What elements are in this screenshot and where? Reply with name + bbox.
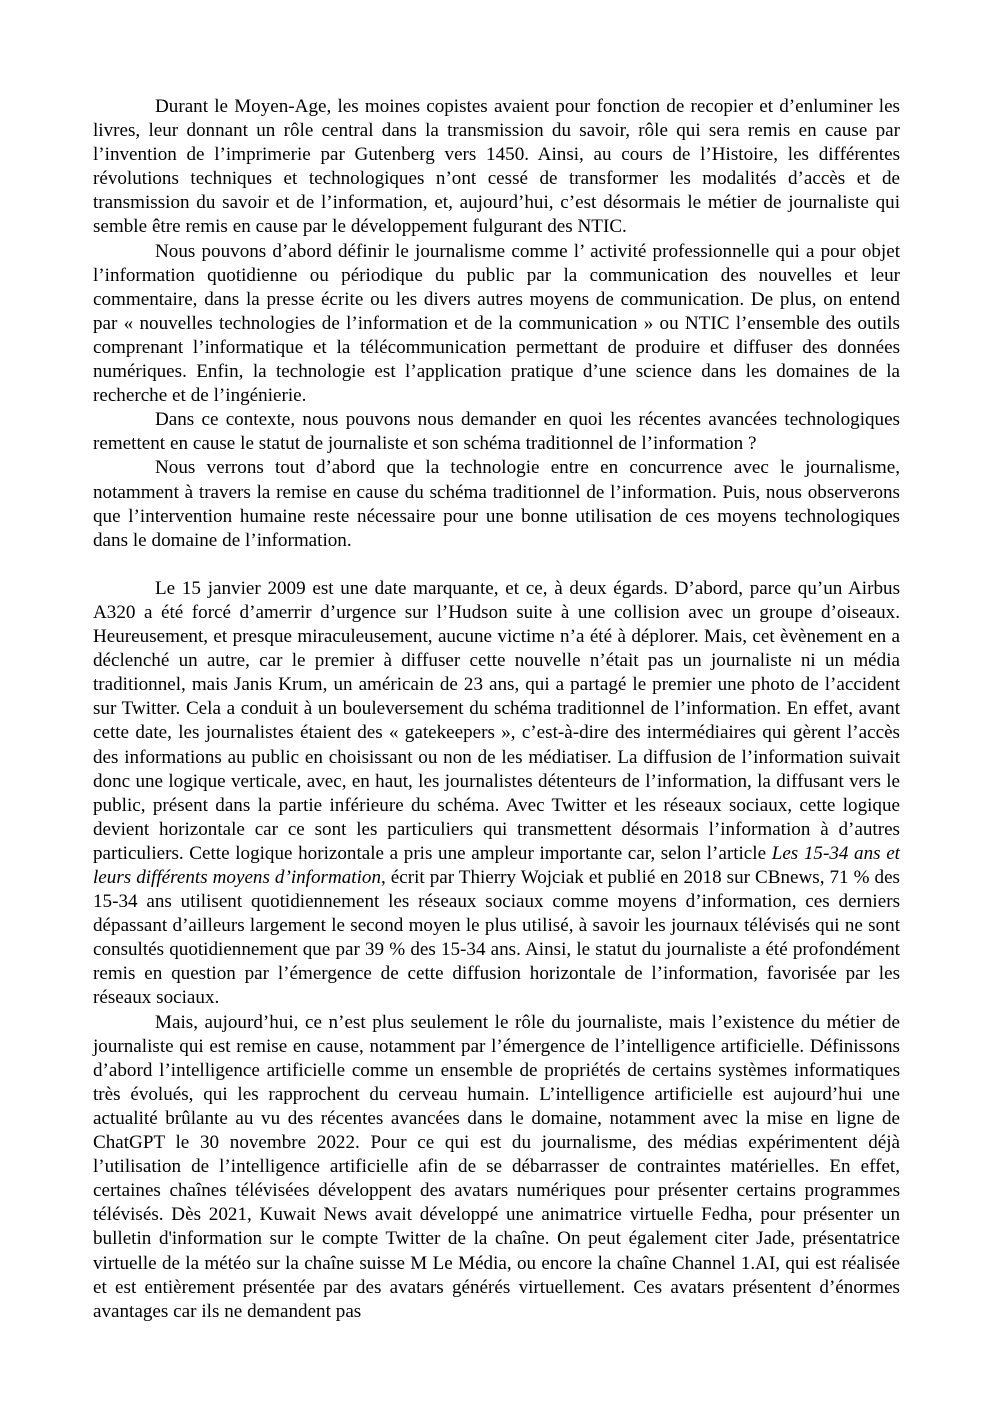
paragraph-5 [93,577,900,1011]
paragraph-4: Nous verrons tout d’abord que la technologie entre en concurrence avec le journalisme, notamment à travers la remise en cause du schéma traditionnel de l’information. Puis, nous observerons que l’intervention humaine reste nécessaire pour une bonne utilisation de ces moyens technologiques dans le domaine de l’information. [93,457,900,551]
paragraph-2: Nous pouvons d’abord définir le journalisme comme l’ activité professionnelle qui a pour objet l’information quotidienne ou périodique du public par la communication des nouvelles et leur commentaire, dans la presse écrite ou les divers autres moyens de communication. De plus, on entend par « nouvelles technologies de l’information et de la communication » ou NTIC l’ensemble des outils comprenant l’informatique et la télécommunication permettant de produire et diffuser des données numériques. Enfin, la technologie est l’application pratique d’une science dans les domaines de la recherche et de l’ingénierie. [93,240,900,407]
paragraph-5-text-after-citation: , écrit par Thierry Wojciak et publié en 2018 sur CBnews, 71 % des 15-34 ans utilisent quotidiennement les réseaux sociaux comme moyens d’information, ces derniers dépassant d’ailleurs largement le second moyen le plus utilisé, à savoir les journaux télévisés qui ne sont consultés quotidiennement que par 39 % des 15-34 ans. Ainsi, le statut du journaliste a été profondément remis en question par l’émergence de cette diffusion horizontale de l’information, favorisée par les réseaux sociaux. [93,867,900,1009]
paragraph-1: Durant le Moyen-Age, les moines copistes avaient pour fonction de recopier et d’enluminer les livres, leur donnant un rôle central dans la transmission du savoir, rôle qui sera remis en cause par l’invention de l’imprimerie par Gutenberg vers 1450. Ainsi, au cours de l’Histoire, les différentes révolutions techniques et technologiques n’ont cessé de transformer les modalités d’accès et de transmission du savoir et de l’information, et, aujourd’hui, c’est désormais le métier de journaliste qui semble être remis en cause par le développement fulgurant des NTIC. [93,96,900,238]
document-text-column [93,95,900,1324]
paragraph-3: Dans ce contexte, nous pouvons nous demander en quoi les récentes avancées technologiques remettent en cause le statut de journaliste et son schéma traditionnel de l’information ? [93,409,900,455]
paragraph-5-text-before-citation: Le 15 janvier 2009 est une date marquante, et ce, à deux égards. D’abord, parce qu’un Airbus A320 a été forcé d’amerrir d’urgence sur l’Hudson suite à une collision avec un groupe d’oiseaux. Heureusement, et presque miraculeusement, aucune victime n’a été à déplorer. Mais, cet èvènement en a déclenché un autre, car le premier à diffuser cette nouvelle n’était pas un journaliste ni un média traditionnel, mais Janis Krum, un américain de 23 ans, qui a partagé le premier une photo de l’accident sur Twitter. Cela a conduit à un bouleversement du schéma traditionnel de l’information. En effet, avant cette date, les journalistes étaient des « gatekeepers », c’est-à-dire des intermédiaires qui gèrent l’accès des informations au public en choisissant ou non de les médiatiser. La diffusion de l’information suivait donc une logique verticale, avec, en haut, les journalistes détenteurs de l’information, la diffusant vers le public, présent dans la partie inférieure du schéma. Avec Twitter et les réseaux sociaux, cette logique devient horizontale car ce sont les particuliers qui transmettent désormais l’information à d’autres particuliers. Cette logique horizontale a pris une ampleur importante car, selon l’article [93,577,900,864]
paragraph-6: Mais, aujourd’hui, ce n’est plus seulement le rôle du journaliste, mais l’existence du métier de journaliste qui est remise en cause, notamment par l’émergence de l’intelligence artificielle. Définissons d’abord l’intelligence artificielle comme un ensemble de propriétés de certains systèmes informatiques très évolués, qui les rapprochent du cerveau humain. L’intelligence artificielle est aujourd’hui une actualité brûlante au vu des récentes avancées dans le domaine, notamment avec la mise en ligne de ChatGPT le 30 novembre 2022. Pour ce qui est du journalisme, des médias expérimentent déjà l’utilisation de l’intelligence artificielle afin de se débarrasser de contraintes matérielles. En effet, certaines chaînes télévisées développent des avatars numériques pour présenter certains programmes télévisés. Dès 2021, Kuwait News avait développé une animatrice virtuelle Fedha, pour présenter un bulletin d'information sur le compte Twitter de la chaîne. On peut également citer Jade, présentatrice virtuelle de la météo sur la chaîne suisse M Le Média, ou encore la chaîne Channel 1.AI, qui est réalisée et est entièrement présentée par des avatars générés virtuellement. Ces avatars présentent d’énormes avantages car ils ne demandent pas [93,1011,900,1322]
article-title-citation: Les 15-34 ans et leurs différents moyens d’information [93,842,900,888]
